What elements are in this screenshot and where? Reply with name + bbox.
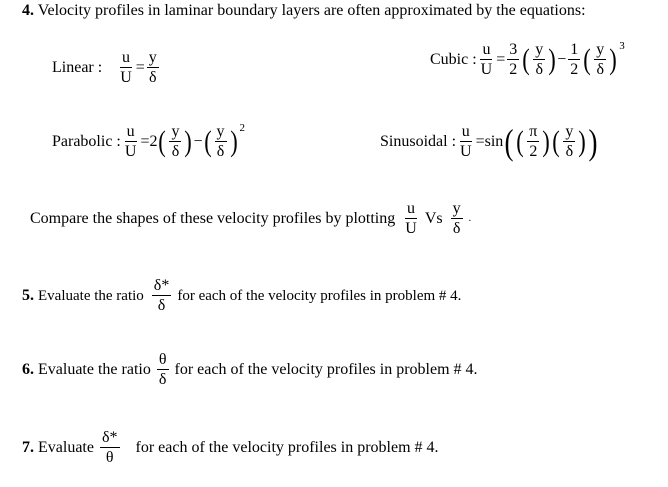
cubic-equation: Cubic : $\frac{u}{U}$ = $\frac{3}{2}$ ( $\frac{y}{\delta}$ ) − $\frac{1}{2}$ ( $\frac{y}{\delta}$ ) 3 <box>430 39 625 78</box>
y-over-delta: $\frac{y}{\delta}$ <box>596 41 605 78</box>
equals: = <box>475 133 485 150</box>
equals: = <box>496 51 506 68</box>
sinusoidal-equation: Sinusoidal : $\frac{u}{U}$ = sin ( ( $\frac{\pi}{2}$ ) ( $\frac{y}{\delta}$ ) ) <box>380 122 598 162</box>
exponent-2: 2 <box>239 121 245 134</box>
problem-4-heading <box>22 3 586 19</box>
linear-label: Linear : <box>52 59 103 76</box>
linear-equation <box>52 50 161 86</box>
problem-6-text: Evaluate the ratio <box>38 361 151 378</box>
problem-5-text: Evaluate the ratio <box>38 287 144 304</box>
problem-7-tail: for each of the velocity profiles in problem # 4. <box>135 439 439 456</box>
problem-6-tail: for each of the velocity profiles in problem # 4. <box>174 361 478 378</box>
equals: = <box>140 133 150 150</box>
minus: − <box>193 133 203 150</box>
problem-4-number: 4. <box>22 2 34 19</box>
parabolic-label: Parabolic : <box>52 133 121 150</box>
sin-function: sin <box>484 133 504 150</box>
exponent-3: 3 <box>619 39 625 52</box>
compare-line <box>30 201 471 237</box>
delta-star-over-theta: $\frac{\delta*}{\theta}$ <box>101 429 118 466</box>
y-over-delta: $\frac{y}{\delta}$ <box>216 123 225 160</box>
problem-7-text: Evaluate <box>38 439 94 456</box>
y-over-delta: $\frac{y}{\delta}$ <box>565 123 574 160</box>
problem-7-number: 7. <box>22 439 34 456</box>
problem-5 <box>22 278 461 314</box>
y-over-delta: $\frac{y}{\delta}$ <box>171 123 180 160</box>
minus: − <box>557 51 567 68</box>
vs-text: Vs <box>424 210 443 227</box>
y-over-delta: $\frac{y}{\delta}$ <box>148 49 157 86</box>
u-over-U: $\frac{u}{U}$ <box>124 123 137 160</box>
sinusoidal-label: Sinusoidal : <box>380 133 457 150</box>
u-over-U: $\frac{u}{U}$ <box>405 200 417 237</box>
cubic-label: Cubic : <box>430 51 477 68</box>
compare-text: Compare the shapes of these velocity profiles by plotting <box>30 210 396 227</box>
period: . <box>468 213 472 224</box>
y-over-delta: $\frac{y}{\delta}$ <box>452 200 461 237</box>
problem-4-text: Velocity profiles in laminar boundary layers are often approximated by the equations: <box>37 2 586 19</box>
u-over-U: $\frac{u}{U}$ <box>120 49 132 86</box>
one-half: $\frac{1}{2}$ <box>570 41 579 78</box>
problem-5-number: 5. <box>22 287 34 304</box>
delta-star-over-delta: $\frac{\delta*}{\delta}$ <box>153 277 170 314</box>
problem-5-tail: for each of the velocity profiles in problem # 4. <box>177 287 462 304</box>
problem-6 <box>22 352 478 388</box>
u-over-U: $\frac{u}{U}$ <box>460 123 472 160</box>
u-over-U: $\frac{u}{U}$ <box>480 41 493 78</box>
problem-7 <box>22 430 439 466</box>
coefficient-2: 2 <box>149 133 158 150</box>
equals: = <box>135 59 145 76</box>
three-halves: $\frac{3}{2}$ <box>509 41 518 78</box>
problem-6-number: 6. <box>22 361 34 378</box>
theta-over-delta: $\frac{\theta}{\delta}$ <box>158 351 167 388</box>
y-over-delta: $\frac{y}{\delta}$ <box>535 41 544 78</box>
pi-over-2: $\frac{\pi}{2}$ <box>529 123 538 160</box>
parabolic-equation: Parabolic : $\frac{u}{U}$ = 2 ( $\frac{y}{\delta}$ ) − ( $\frac{y}{\delta}$ ) 2 <box>52 121 245 160</box>
